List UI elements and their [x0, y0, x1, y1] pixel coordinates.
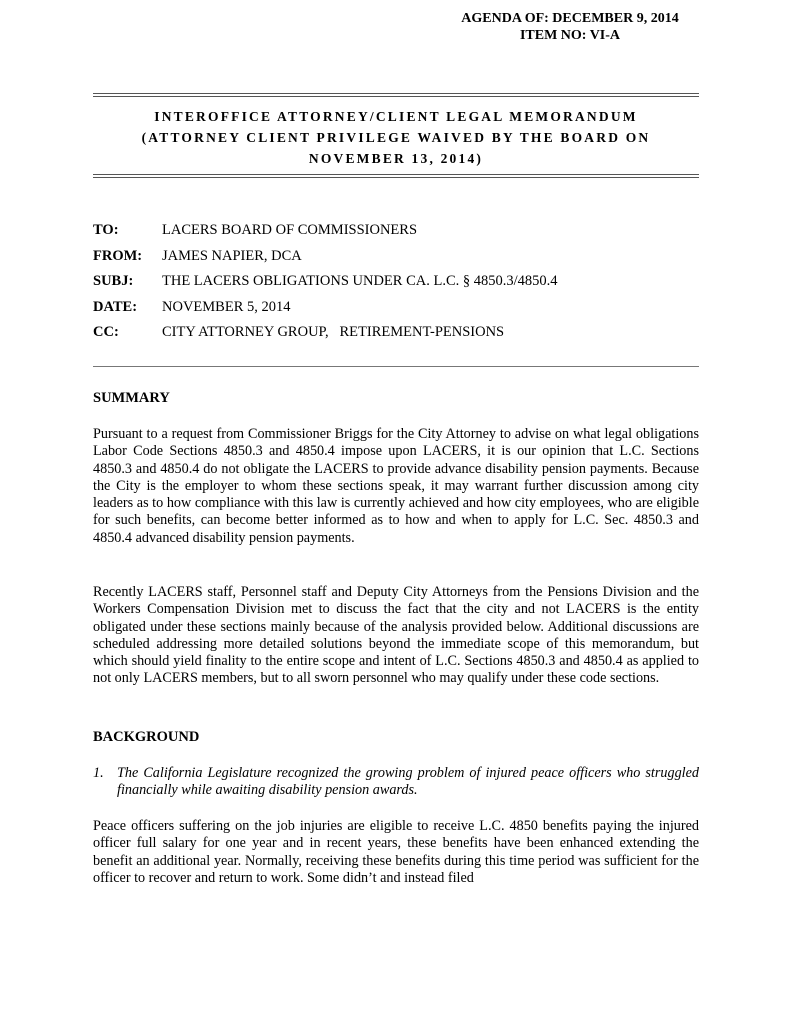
agenda-info — [440, 10, 700, 44]
subj-label: SUBJ: — [93, 273, 134, 289]
header-subj-row — [93, 273, 699, 299]
from-label: FROM: — [93, 247, 143, 264]
title-bottom-rule — [93, 174, 699, 178]
header-to-row — [93, 222, 699, 248]
memo-title — [93, 106, 699, 169]
background-paragraph-1: Peace officers suffering on the job injuries are eligible to receive L.C. 4850 benefits paying the injured officer full salary for one year and in recent years, these benefits have been enhanced extending the benefit an additional year. Normally, receiving these benefits during this time period was sufficient for the officer to recover and return to work. Some didn’t and instead filed — [93, 818, 699, 886]
summary-heading: SUMMARY — [93, 390, 170, 406]
from-value: JAMES NAPIER, DCA — [162, 247, 302, 264]
agenda-date: AGENDA OF: DECEMBER 9, 2014 — [461, 11, 679, 26]
header-bottom-rule — [93, 366, 699, 367]
summary-paragraph-1: Pursuant to a request from Commissioner Briggs for the City Attorney to advise on what legal obligations Labor Code Sections 4850.3 and 4850.4 impose upon LACERS, it is our opinion that L.C. Sections 4850.3 and 4850.4 do not obligate the LACERS to provide advance disability pension payments. Because the City is the employer to whom these sections speak, it may warrant further discussion among city leaders as to how compliance with this law is currently achieved and how city employees, who are eligible for such benefits, can become better informed as to how and when to apply for L.C. Sec. 4850.3 and 4850.4 advanced disability pension payments. — [93, 426, 699, 546]
agenda-item-number: ITEM NO: VI-A — [519, 28, 621, 43]
memo-title-line-1: INTEROFFICE ATTORNEY/CLIENT LEGAL MEMORANDUM — [154, 109, 638, 124]
list-item-text: The California Legislature recognized the growing problem of injured peace officers who struggled financially while awaiting disability pension awards. — [117, 765, 699, 799]
background-heading: BACKGROUND — [93, 729, 200, 745]
date-label: DATE: — [93, 298, 138, 315]
to-value: LACERS BOARD OF COMMISSIONERS — [162, 222, 418, 238]
list-item-number: 1. — [93, 765, 104, 781]
memo-title-line-3: NOVEMBER 13, 2014) — [308, 151, 484, 166]
cc-label: CC: — [93, 324, 119, 340]
summary-paragraph-2: Recently LACERS staff, Personnel staff and Deputy City Attorneys from the Pensions Division and the Workers Compensation Division met to discuss the fact that the city and not LACERS is the entity obligated under these sections mainly because of the analysis provided below. Additional discussions are scheduled addressing more detailed solutions beyond the immediate scope of this memorandum, but which should yield finality to the entire scope and intent of L.C. Sections 4850.3 and 4850.4 as applied to not only LACERS members, but to all sworn personnel who may qualify under these code sections. — [93, 584, 699, 687]
subj-value: THE LACERS OBLIGATIONS UNDER CA. L.C. § 4850.3/4850.4 — [162, 273, 558, 289]
background-list-item-1 — [93, 765, 699, 800]
to-label: TO: — [93, 222, 119, 238]
memo-title-line-2: (ATTORNEY CLIENT PRIVILEGE WAIVED BY THE BOARD ON — [141, 130, 651, 145]
date-value: NOVEMBER 5, 2014 — [162, 298, 291, 315]
title-top-rule — [93, 93, 699, 97]
header-from-row — [93, 248, 699, 274]
memo-header — [93, 222, 699, 350]
header-cc-row — [93, 324, 699, 350]
cc-value: CITY ATTORNEY GROUP, RETIREMENT-PENSIONS — [162, 324, 505, 340]
header-date-row — [93, 299, 699, 325]
